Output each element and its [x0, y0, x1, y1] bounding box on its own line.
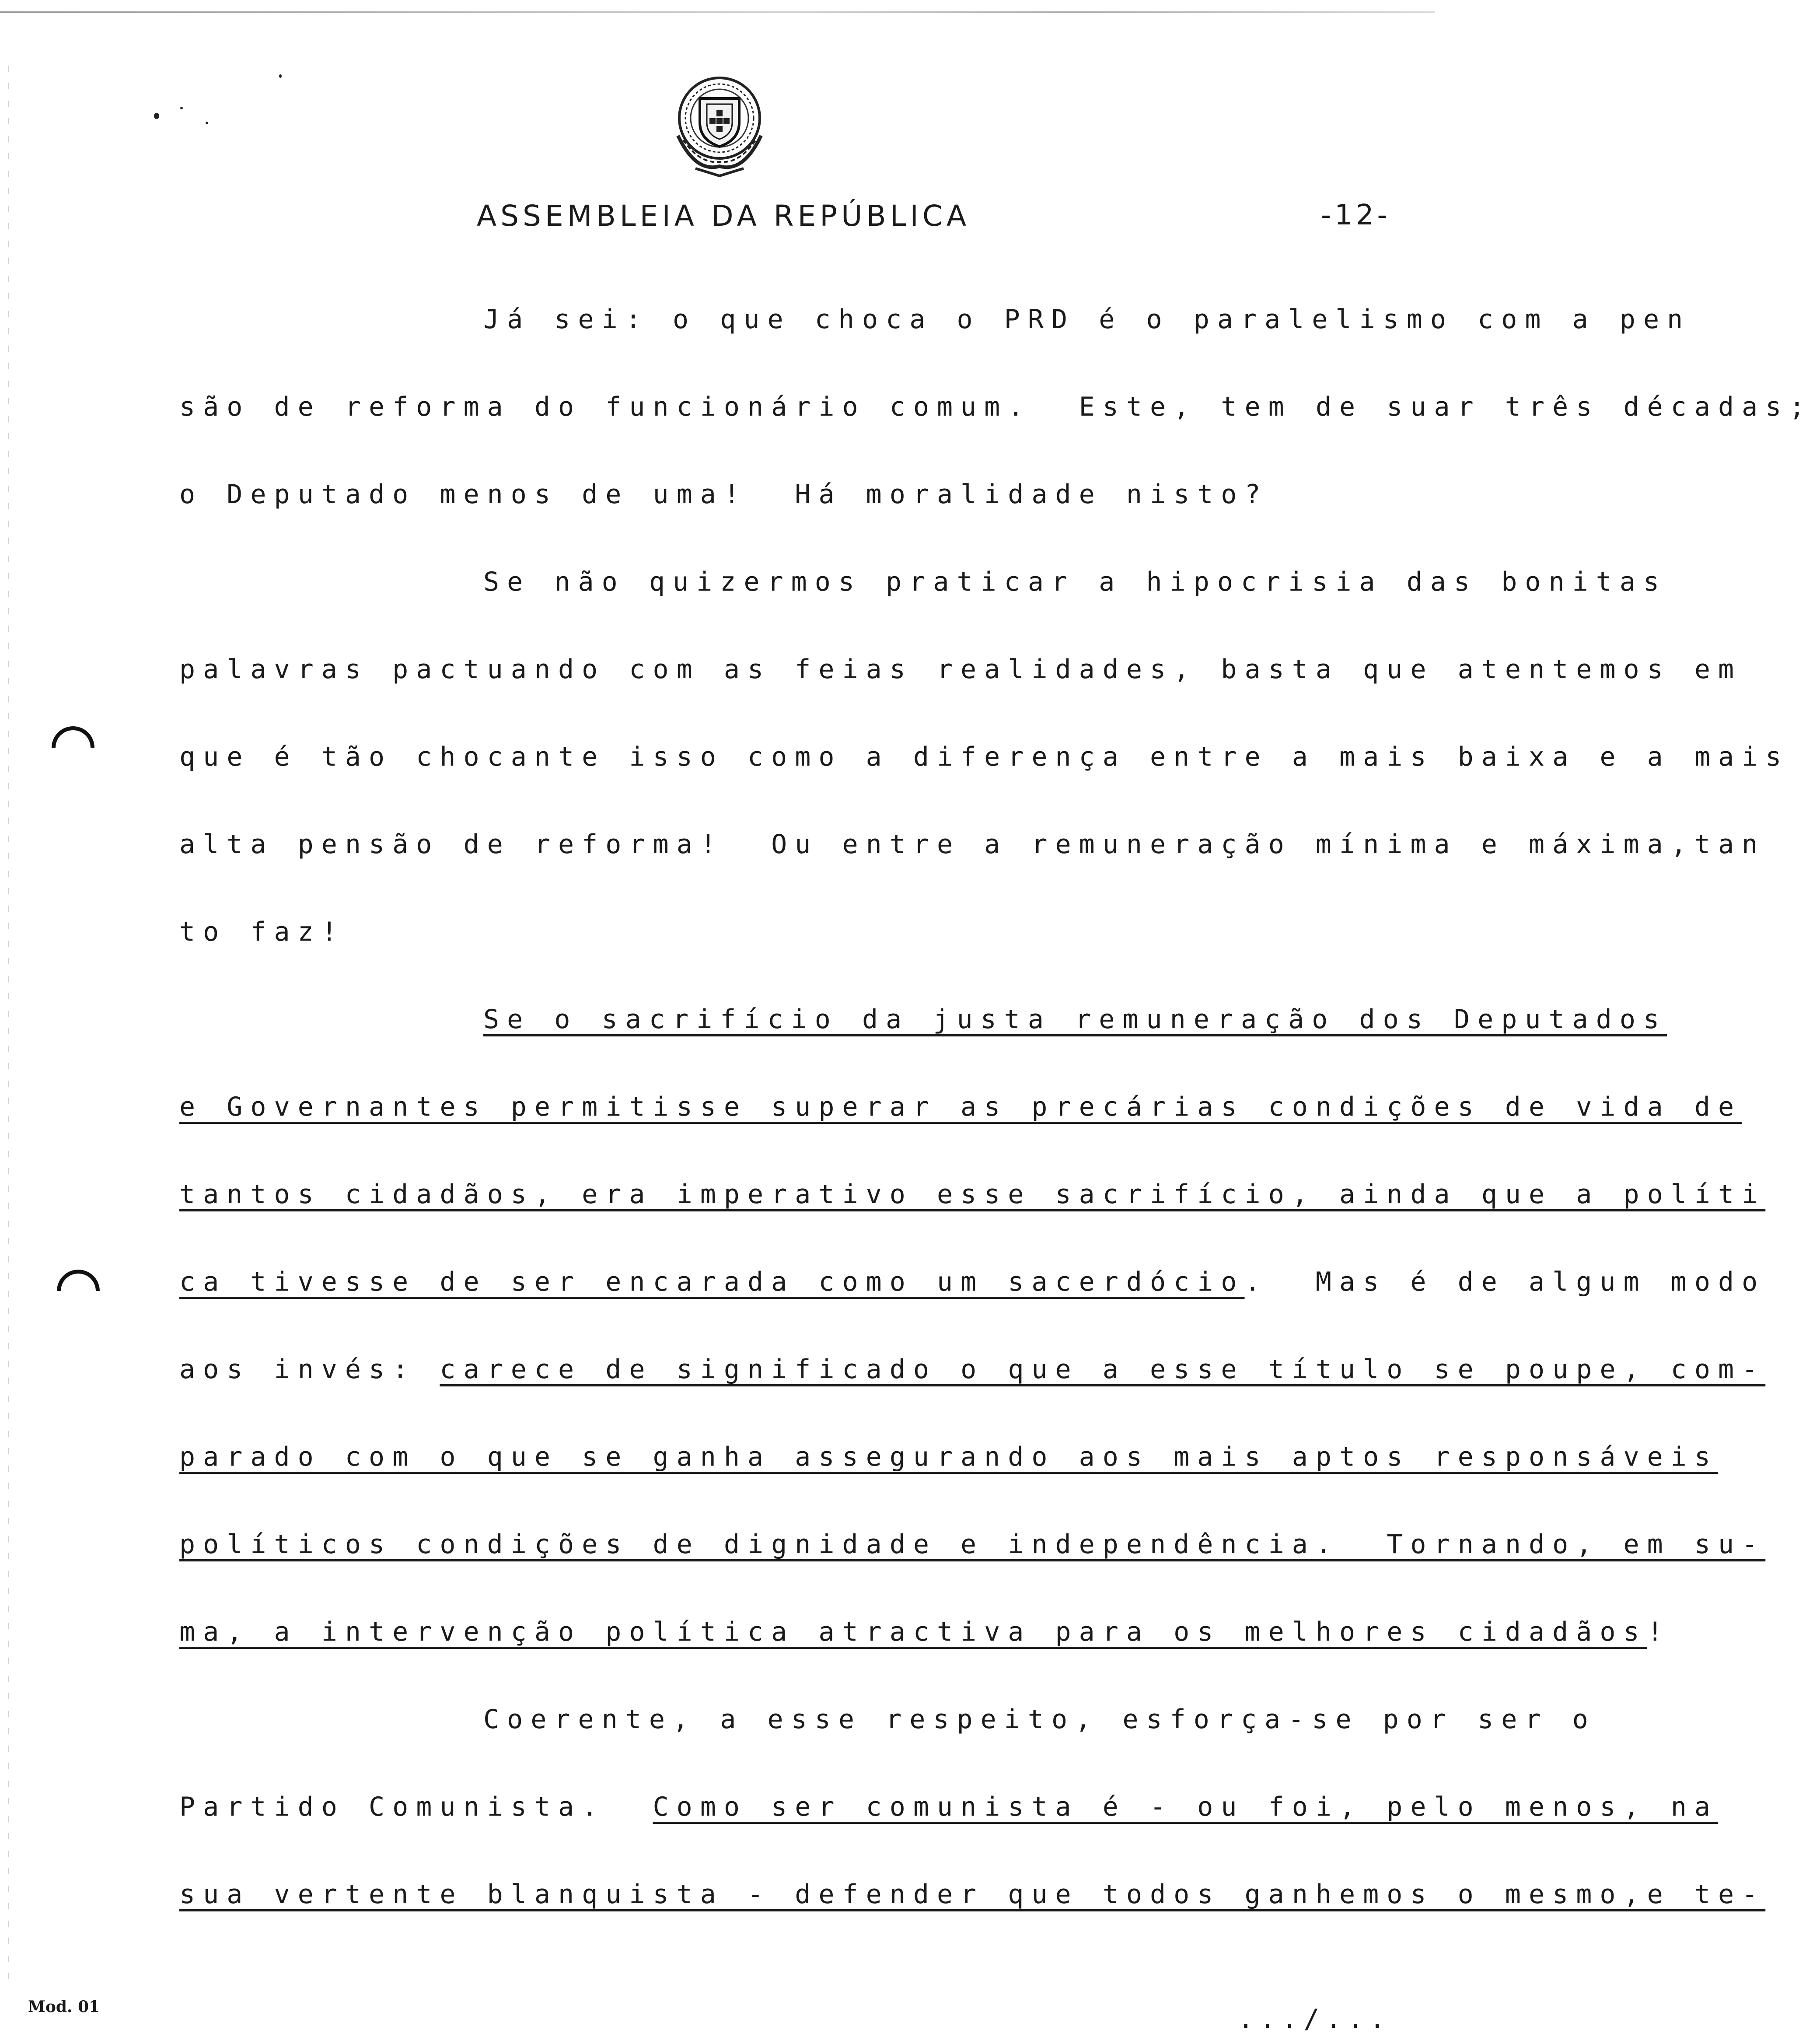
header-title: ASSEMBLEIA DA REPÚBLICA	[477, 199, 971, 233]
scan-edge-left	[8, 66, 9, 1991]
text-line	[483, 302, 1691, 337]
underlined-text: Se o sacrifício da justa remuneração dos Deputados	[483, 1004, 1667, 1035]
scan-speck	[206, 122, 208, 124]
underlined-text: Como ser comunista é - ou foi, pelo menos, na	[653, 1792, 1719, 1822]
text-line	[179, 1527, 1765, 1562]
underlined-text: tantos cidadãos, era imperativo esse sacrifício, ainda que a políti	[179, 1179, 1766, 1210]
text-line	[179, 652, 1742, 687]
line-text: o Deputado menos de uma! Há moralidade nisto?	[179, 479, 1268, 510]
line-text: alta pensão de reforma! Ou entre a remuneração mínima e máxima,tan	[179, 829, 1766, 860]
line-text: são de reforma do funcionário comum. Este, tem de suar três décadas;	[179, 392, 1813, 422]
line-text: . Mas é de algum modo	[1244, 1267, 1766, 1297]
underlined-text: carece de significado o que a esse título se poupe, com-	[440, 1354, 1766, 1385]
form-code: Mod. 01	[28, 1998, 100, 2016]
underlined-text: sua vertente blanquista - defender que todos ganhemos o mesmo,e te-	[179, 1879, 1766, 1910]
text-line	[179, 389, 1813, 424]
scan-speck	[180, 107, 183, 109]
line-text: Se não quizermos praticar a hipocrisia das bonitas	[483, 567, 1667, 597]
text-line	[179, 1089, 1742, 1124]
text-line	[483, 1002, 1667, 1037]
line-text: Partido Comunista.	[179, 1792, 653, 1822]
document-header	[0, 199, 1435, 234]
text-line	[179, 477, 1268, 512]
text-line	[179, 1264, 1765, 1299]
text-line	[179, 914, 345, 949]
text-line	[179, 827, 1765, 862]
line-text: Coerente, a esse respeito, esforça-se por ser o	[483, 1704, 1596, 1735]
line-text: !	[1647, 1617, 1671, 1647]
text-line	[179, 1177, 1765, 1212]
underlined-text: políticos condições de dignidade e independência. Tornando, em su-	[179, 1529, 1766, 1560]
continuation-mark: .../...	[1238, 2004, 1391, 2034]
line-text: aos invés:	[179, 1354, 440, 1385]
text-line	[179, 739, 1789, 774]
underlined-text: ca tivesse de ser encarada como um sacerdócio	[179, 1267, 1245, 1297]
punch-hole-mark	[48, 1261, 109, 1322]
line-text: Já sei: o que choca o PRD é o paralelismo com a pen	[483, 304, 1691, 335]
text-line	[483, 1702, 1596, 1737]
scan-speck	[279, 74, 282, 78]
page-number: -12-	[1321, 199, 1391, 231]
underlined-text: parado com o que se ganha assegurando aos mais aptos responsáveis	[179, 1442, 1718, 1472]
scan-speck	[154, 113, 159, 119]
line-text: que é tão chocante isso como a diferença entre a mais baixa e a mais	[179, 742, 1789, 772]
text-line	[483, 564, 1667, 599]
underlined-text: e Governantes permitisse superar as precárias condições de vida de	[179, 1092, 1742, 1122]
text-line	[179, 1789, 1718, 1824]
scan-edge-top	[0, 11, 1435, 13]
punch-hole-mark	[43, 718, 104, 778]
coat-of-arms-emblem	[669, 74, 770, 179]
text-line	[179, 1352, 1765, 1387]
portuguese-republic-coat-of-arms-icon	[669, 74, 770, 179]
underlined-text: ma, a intervenção política atractiva para os melhores cidadãos	[179, 1617, 1647, 1647]
text-line	[179, 1877, 1765, 1912]
line-text: palavras pactuando com as feias realidades, basta que atentemos em	[179, 654, 1742, 685]
text-line	[179, 1614, 1671, 1649]
text-line	[179, 1439, 1718, 1474]
line-text: to faz!	[179, 917, 345, 947]
